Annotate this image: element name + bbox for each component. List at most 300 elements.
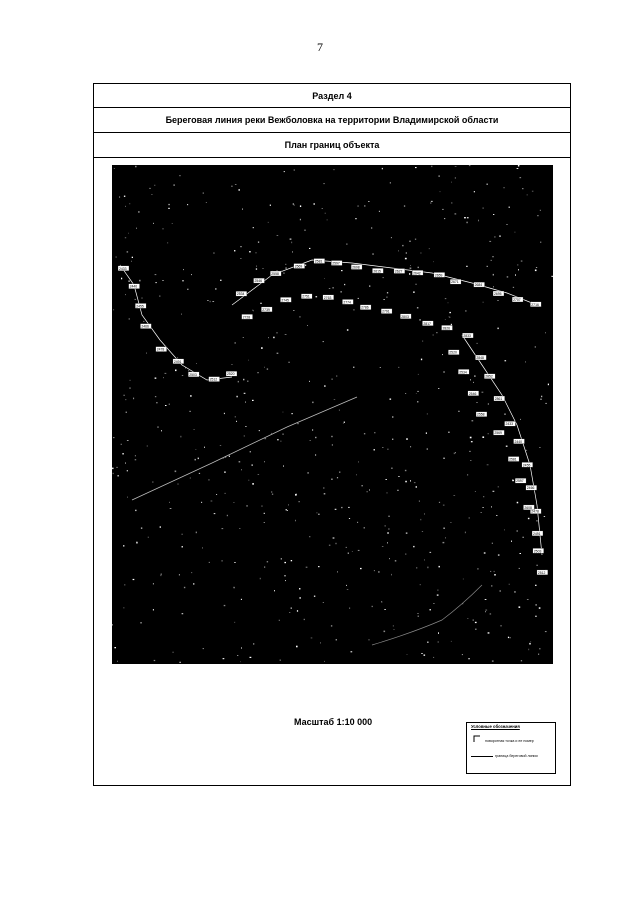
terrain-speck [448,432,449,433]
terrain-speck [346,585,347,586]
terrain-speck [173,652,174,653]
terrain-speck [295,494,297,496]
terrain-speck [206,202,207,203]
terrain-speck [299,316,300,317]
terrain-speck [415,239,416,240]
terrain-speck [410,268,412,270]
terrain-speck [380,367,381,368]
terrain-speck [286,509,288,510]
terrain-speck [233,587,234,588]
terrain-speck [440,191,441,192]
terrain-speck [135,459,137,460]
terrain-speck [450,522,451,523]
terrain-speck [430,609,431,610]
terrain-speck [348,507,350,508]
terrain-speck [184,587,185,588]
terrain-speck [491,506,492,507]
terrain-speck [474,191,475,192]
terrain-speck [535,346,536,347]
terrain-speck [421,653,423,654]
terrain-speck [277,439,279,440]
terrain-speck [507,276,509,277]
terrain-speck [252,465,253,466]
terrain-speck [493,214,494,215]
terrain-speck [305,265,306,266]
point-label: 2627 [394,269,403,274]
terrain-speck [540,399,542,400]
terrain-speck [334,399,336,400]
terrain-speck [234,622,235,623]
terrain-speck [339,410,340,411]
terrain-speck [418,613,419,614]
terrain-speck [117,661,118,662]
terrain-speck [482,436,484,438]
terrain-speck [129,203,130,204]
terrain-speck [535,604,537,605]
terrain-speck [135,166,137,168]
terrain-speck [250,657,252,658]
terrain-speck [252,310,253,311]
terrain-speck [455,177,456,178]
terrain-speck [493,274,494,276]
terrain-speck [187,204,188,205]
terrain-speck [439,566,440,568]
terrain-speck [316,513,317,514]
terrain-speck [283,466,284,467]
terrain-speck [283,273,285,274]
terrain-speck [514,232,515,233]
satellite-map [112,165,553,664]
terrain-speck [126,412,127,413]
terrain-speck [324,278,325,279]
terrain-speck [528,518,530,519]
terrain-speck [484,552,486,553]
terrain-speck [379,211,380,212]
point-label: 2597 [332,261,340,266]
terrain-speck [223,658,225,659]
terrain-speck [175,471,177,473]
terrain-speck [306,567,308,568]
terrain-speck [344,284,345,285]
terrain-speck [540,242,541,243]
terrain-speck [349,518,350,519]
terrain-speck [335,509,337,510]
terrain-speck [231,186,233,187]
terrain-speck [493,491,495,492]
terrain-speck [289,362,290,363]
terrain-speck [294,205,295,206]
terrain-speck [179,574,180,576]
terrain-speck [432,335,434,336]
terrain-speck [331,436,333,437]
terrain-speck [239,461,241,463]
terrain-speck [264,461,265,462]
terrain-speck [387,292,388,293]
terrain-speck [162,229,164,230]
terrain-speck [391,237,392,238]
terrain-speck [536,520,537,521]
terrain-speck [233,502,234,503]
terrain-speck [416,393,417,394]
terrain-speck [416,486,417,488]
terrain-speck [405,258,407,260]
terrain-speck [417,391,419,392]
terrain-speck [539,648,540,649]
point-label: 2861 [494,397,503,401]
point-label: 2774 [343,300,351,305]
terrain-speck [537,215,539,216]
terrain-speck [173,185,175,186]
point-label: 2791 [382,309,390,314]
terrain-speck [294,170,295,171]
point-label: 2852 [485,374,493,379]
terrain-speck [427,642,428,643]
map-legend [466,722,556,774]
point-label: 2478 [156,347,165,352]
terrain-speck [249,480,250,481]
terrain-speck [181,436,182,438]
terrain-speck [141,528,142,529]
terrain-speck [398,250,399,251]
terrain-speck [131,261,132,262]
terrain-speck [391,574,392,576]
terrain-speck [340,292,342,293]
point-label: 2520 [449,350,457,355]
terrain-speck [234,250,235,251]
terrain-speck [383,299,385,300]
terrain-speck [466,222,467,224]
point-label: 2512 [537,570,546,575]
terrain-speck [161,430,162,431]
terrain-speck [503,187,504,188]
terrain-speck [187,289,188,290]
terrain-speck [284,171,285,172]
terrain-speck [429,248,430,249]
terrain-speck [222,528,224,529]
terrain-speck [150,188,151,189]
terrain-speck [530,641,531,642]
terrain-speck [315,454,316,455]
terrain-speck [135,510,136,511]
terrain-speck [331,479,333,481]
terrain-speck [393,625,394,627]
terrain-speck [410,447,411,448]
terrain-speck [427,448,428,450]
terrain-speck [116,467,118,468]
point-label: 2440 [514,439,523,444]
terrain-speck [496,515,498,516]
terrain-speck [196,449,197,450]
terrain-speck [114,168,115,169]
terrain-speck [135,456,136,457]
terrain-speck [248,381,249,383]
terrain-speck [112,625,113,626]
terrain-speck [527,599,529,600]
point-label: 2581 [509,457,517,462]
terrain-speck [451,324,452,326]
terrain-speck [406,438,408,440]
terrain-speck [210,301,211,302]
terrain-speck [358,298,359,299]
terrain-speck [492,543,493,544]
terrain-speck [191,274,192,275]
terrain-speck [155,378,157,379]
terrain-speck [125,463,126,464]
terrain-speck [482,507,483,508]
terrain-speck [415,167,417,168]
terrain-speck [491,586,492,587]
terrain-speck [361,486,363,487]
terrain-speck [249,251,251,252]
terrain-speck [262,268,263,269]
terrain-speck [445,537,446,538]
terrain-speck [169,404,170,405]
terrain-speck [318,566,319,567]
terrain-speck [155,396,156,397]
terrain-speck [422,531,423,532]
terrain-speck [347,589,349,590]
terrain-speck [285,267,287,268]
terrain-speck [121,444,122,445]
terrain-speck [357,206,359,207]
terrain-speck [416,568,417,569]
terrain-speck [300,205,301,207]
terrain-speck [372,606,373,607]
terrain-speck [492,660,494,661]
terrain-speck [491,260,493,261]
terrain-speck [163,378,164,379]
terrain-speck [181,314,182,315]
terrain-speck [256,266,257,267]
terrain-speck [474,375,475,376]
terrain-speck [545,631,547,632]
terrain-speck [443,209,444,210]
terrain-speck [535,616,537,617]
terrain-speck [242,209,243,210]
terrain-speck [238,189,240,190]
terrain-speck [490,613,492,614]
terrain-speck [311,638,313,639]
terrain-speck [356,474,357,475]
terrain-speck [414,482,416,483]
terrain-speck [369,286,370,287]
terrain-speck [517,265,518,266]
terrain-speck [378,571,380,573]
terrain-speck [288,504,289,505]
terrain-speck [140,622,142,624]
terrain-speck [285,334,287,335]
terrain-speck [264,522,265,523]
terrain-speck [329,545,331,546]
terrain-speck [204,447,205,448]
terrain-speck [465,310,466,311]
terrain-speck [289,612,290,613]
terrain-speck [509,207,510,208]
terrain-speck [127,497,128,498]
point-label: 2455 [522,463,531,468]
terrain-speck [506,446,508,447]
terrain-speck [163,280,164,281]
terrain-speck [544,516,545,517]
terrain-speck [161,575,162,577]
terrain-speck [443,542,445,543]
terrain-speck [467,217,469,218]
terrain-speck [195,459,196,461]
terrain-speck [468,658,469,659]
terrain-speck [153,609,154,611]
terrain-speck [389,558,390,559]
terrain-speck [467,618,468,619]
terrain-speck [364,205,365,206]
terrain-speck [497,300,498,301]
terrain-speck [196,532,197,534]
terrain-speck [231,364,233,365]
point-label: 2745 [281,298,289,303]
terrain-speck [437,590,438,591]
terrain-speck [421,519,422,520]
point-label: 2534 [236,292,245,297]
point-label: 2707 [513,298,521,302]
terrain-speck [336,639,337,641]
terrain-speck [243,379,244,381]
terrain-speck [462,654,463,655]
terrain-speck [312,429,313,430]
terrain-speck [123,608,124,609]
terrain-speck [445,298,447,299]
terrain-speck [165,373,167,374]
terrain-speck [268,222,269,223]
terrain-speck [357,522,358,523]
terrain-speck [466,266,468,267]
point-label: 2848 [476,356,484,360]
terrain-speck [409,241,410,242]
terrain-speck [354,310,355,311]
terrain-speck [224,413,225,414]
terrain-speck [264,566,265,567]
terrain-speck [188,370,189,371]
terrain-speck [382,168,383,169]
terrain-speck [436,332,438,333]
terrain-speck [469,517,470,518]
terrain-speck [152,482,153,483]
terrain-speck [127,251,129,252]
terrain-speck [483,302,484,303]
terrain-speck [113,437,114,438]
terrain-speck [431,201,433,202]
terrain-speck [125,399,126,400]
point-label: 2684 [474,283,483,288]
terrain-speck [444,528,445,529]
terrain-speck [387,532,389,533]
terrain-speck [418,374,419,375]
terrain-speck [487,266,489,267]
terrain-speck [227,515,228,516]
terrain-speck [405,393,406,394]
point-label: 2546 [254,279,263,284]
terrain-speck [194,429,195,430]
terrain-speck [505,360,507,361]
terrain-speck [129,281,130,282]
terrain-speck [545,332,546,333]
terrain-speck [339,472,340,473]
boundary-line-icon [471,756,493,757]
terrain-speck [183,269,184,270]
terrain-speck [138,211,139,212]
terrain-speck [165,405,167,406]
terrain-speck [129,318,130,319]
terrain-speck [267,561,268,562]
terrain-speck [451,182,452,183]
terrain-speck [240,258,242,259]
point-label: 2440 [129,284,138,289]
map-scale: Масштаб 1:10 000 [294,717,373,727]
terrain-speck [160,296,161,297]
point-label: 2558 [271,272,279,276]
terrain-speck [203,648,204,649]
terrain-speck [382,447,383,448]
terrain-speck [124,395,125,396]
terrain-speck [253,227,254,228]
terrain-speck [404,205,405,207]
terrain-speck [304,619,305,620]
terrain-speck [374,449,375,451]
terrain-speck [252,483,254,484]
point-label: 2558 [477,412,485,417]
terrain-speck [332,444,333,445]
terrain-speck [322,208,323,209]
terrain-speck [364,527,365,528]
terrain-speck [285,264,286,265]
terrain-speck [213,252,214,253]
terrain-speck [343,423,344,424]
terrain-speck [260,578,261,580]
terrain-speck [179,662,181,663]
terrain-speck [384,609,386,610]
terrain-speck [489,241,491,242]
terrain-speck [433,657,434,658]
terrain-speck [118,475,119,476]
terrain-speck [510,637,511,638]
terrain-speck [494,237,496,238]
terrain-speck [473,382,474,383]
terrain-speck [420,319,421,320]
terrain-speck [499,235,500,237]
terrain-speck [313,203,315,204]
terrain-speck [421,359,422,361]
terrain-speck [358,550,360,551]
terrain-speck [344,422,345,423]
terrain-speck [312,402,314,404]
point-label: 2546 [468,391,477,396]
terrain-speck [406,253,407,254]
terrain-speck [119,196,120,197]
terrain-speck [455,166,457,167]
terrain-speck [310,440,311,441]
terrain-speck [449,317,450,318]
terrain-speck [539,447,540,448]
terrain-speck [282,434,284,435]
terrain-speck [157,427,158,428]
terrain-speck [271,433,272,434]
terrain-speck [430,202,431,204]
document-frame [93,83,571,786]
terrain-speck [123,545,124,546]
terrain-speck [387,297,388,298]
terrain-speck [439,502,440,503]
terrain-speck [172,223,173,224]
terrain-speck [364,434,365,435]
point-label: 2803 [401,314,409,319]
